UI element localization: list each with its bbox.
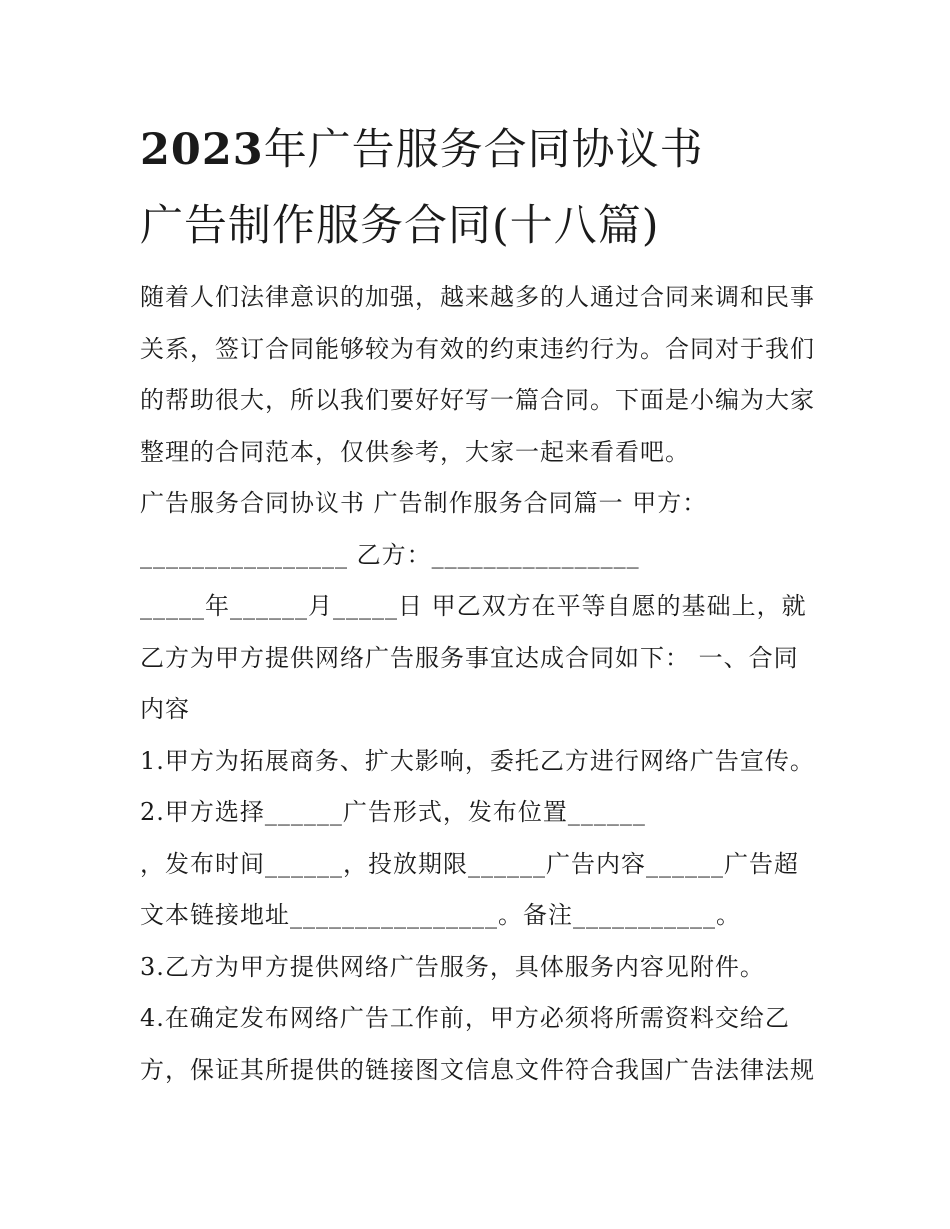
title-line1-rest: 年广告服务合同协议书 (263, 125, 704, 175)
date-and-preamble: _____年______月_____日 甲乙双方在平等自愿的基础上，就乙方为甲方提供网络广告服务事宜达成合同如下： 一、合同内容 (140, 592, 807, 723)
document-body (140, 272, 820, 1096)
section-heading-party-a: 广告服务合同协议书 广告制作服务合同篇一 甲方： (140, 489, 708, 517)
title-line2: 广告制作服务合同(十八篇) (140, 201, 660, 251)
party-blanks-line: ________________ 乙方：________________ (140, 540, 640, 569)
clause-1: 1.甲方为拓展商务、扩大影响，委托乙方进行网络广告宣传。 (140, 746, 815, 775)
title-year: 2023 (140, 125, 264, 175)
clause-2: 2.甲方选择______广告形式，发布位置______ (140, 798, 646, 826)
clause-2-details: ，发布时间______，投放期限______广告内容______广告超文本链接地址________________。备注___________。 (140, 849, 799, 929)
intro-paragraph: 随着人们法律意识的加强，越来越多的人通过合同来调和民事关系，签订合同能够较为有效的约束违约行为。合同对于我们的帮助很大，所以我们要好好写一篇合同。下面是小编为大家整理的合同范本，仅供参考，大家一起来看看吧。 (140, 283, 815, 466)
document-title (140, 112, 820, 264)
clause-4: 4.在确定发布网络广告工作前，甲方必须将所需资料交给乙方，保证其所提供的链接图文信息文件符合我国广告法律法规 (140, 1004, 815, 1084)
clause-3: 3.乙方为甲方提供网络广告服务，具体服务内容见附件。 (140, 952, 765, 981)
document-page (140, 112, 820, 1096)
